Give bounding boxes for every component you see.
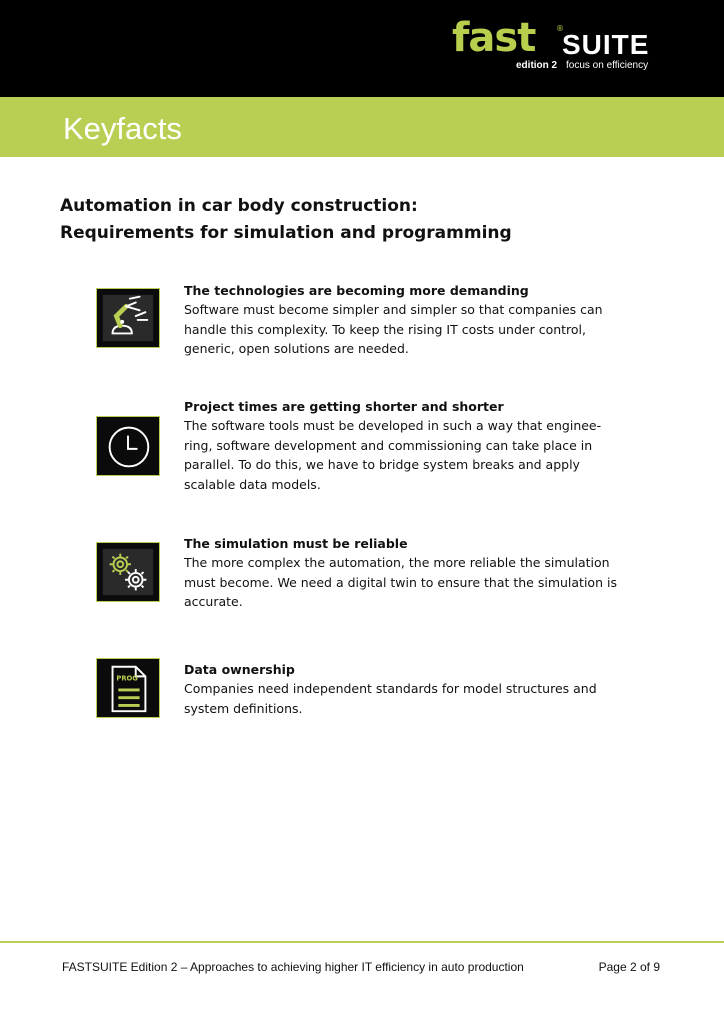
keyfact-title: Project times are getting shorter and shorter	[184, 399, 504, 414]
footer-divider	[0, 941, 724, 943]
page-heading	[60, 193, 512, 247]
keyfact-title: Data ownership	[184, 662, 295, 677]
prog-label: PROG	[116, 674, 138, 683]
gears-icon	[96, 542, 160, 602]
keyfact-body: Companies need independent standards for model structures and system definitions.	[184, 681, 597, 716]
logo-suite-text: SUITE	[562, 29, 650, 60]
program-document-icon	[96, 658, 160, 718]
logo-fast-text: fast	[452, 15, 536, 61]
keyfact-text	[184, 661, 624, 718]
logo-edition: edition 2	[516, 60, 558, 71]
keyfact-title: The simulation must be reliable	[184, 536, 408, 551]
footer-document-title: FASTSUITE Edition 2 – Approaches to achieving higher IT efficiency in auto production	[62, 960, 524, 974]
clock-icon	[96, 416, 160, 476]
keyfact-text	[184, 282, 624, 359]
page-header	[0, 0, 724, 97]
keyfact-body: The more complex the automation, the more reliable the simulation must become. We need a digital twin to ensure that the simulation is accurate.	[184, 555, 617, 609]
robot-arm-icon	[96, 288, 160, 348]
heading-line-2: Requirements for simulation and programming	[60, 223, 512, 243]
keyfact-text	[184, 535, 624, 612]
banner-title: Keyfacts	[63, 111, 182, 146]
heading-line-1: Automation in car body construction:	[60, 196, 418, 216]
footer-page-number: Page 2 of 9	[598, 960, 660, 974]
keyfact-title: The technologies are becoming more demanding	[184, 283, 529, 298]
keyfact-body: Software must become simpler and simpler so that companies can handle this complexity. To keep the rising IT costs under control, generic, open solutions are needed.	[184, 302, 603, 356]
fastsuite-logo	[452, 15, 662, 74]
logo-registered-mark: ®	[556, 24, 564, 33]
keyfact-body: The software tools must be developed in such a way that enginee-ring, software development and commissioning can take place in parallel. To do this, we have to bridge system breaks and apply scalable data models.	[184, 418, 602, 492]
keyfact-text	[184, 398, 624, 494]
logo-tagline: focus on efficiency	[566, 60, 649, 71]
